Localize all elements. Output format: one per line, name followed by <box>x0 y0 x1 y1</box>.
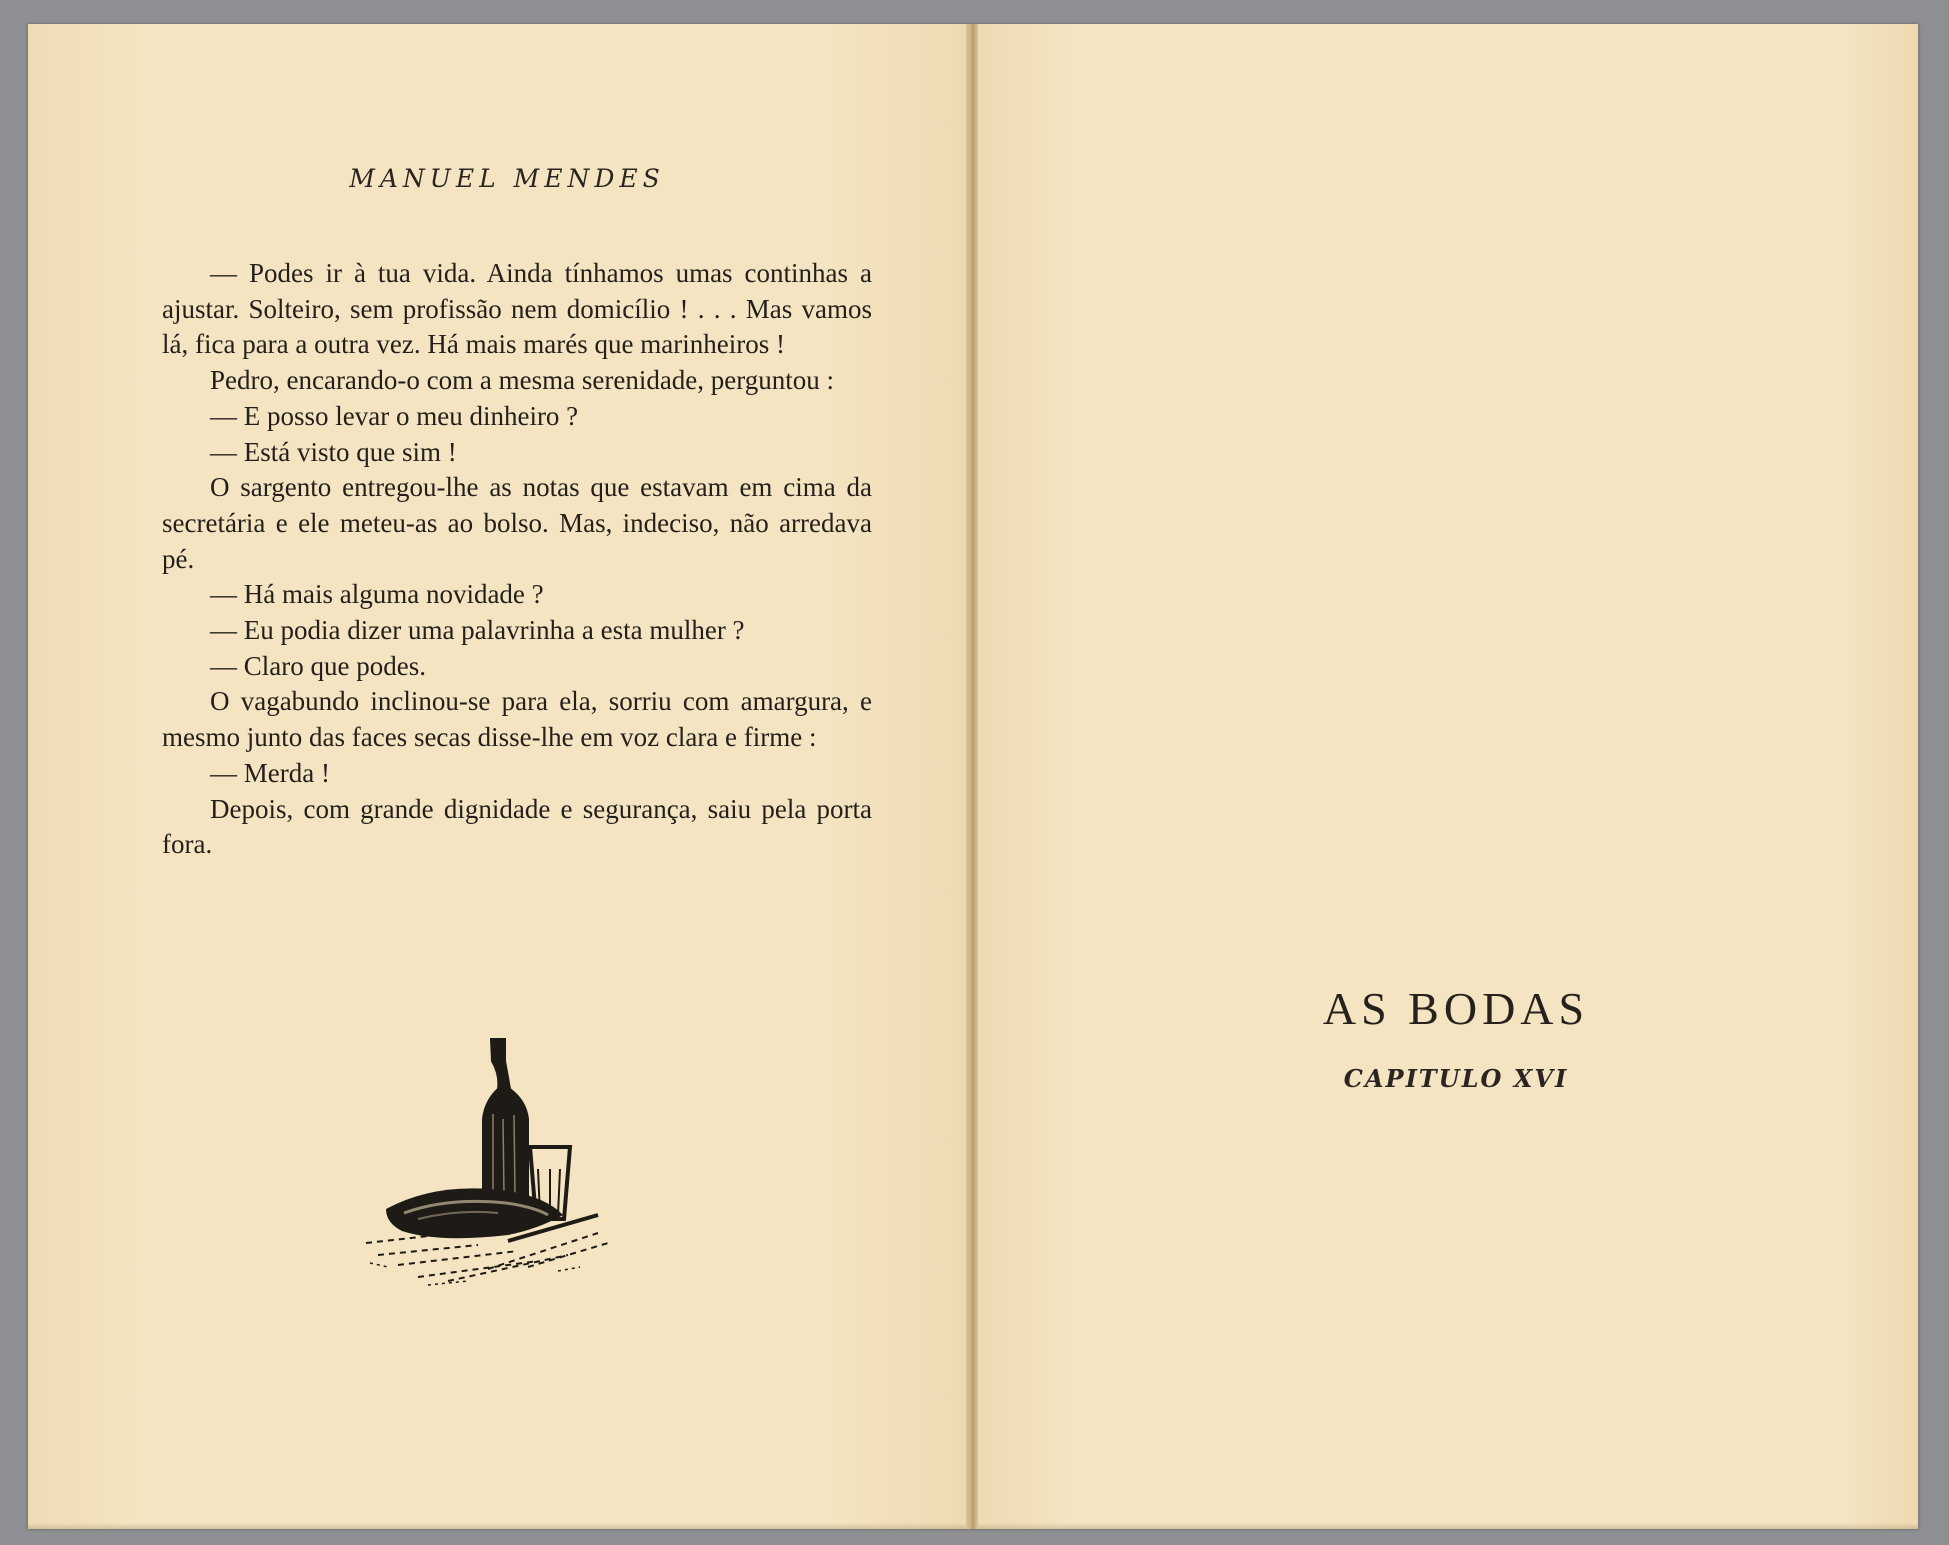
paragraph: — Eu podia dizer uma palavrinha a esta mulher ? <box>210 615 745 646</box>
page-edge <box>28 1523 966 1529</box>
paragraph: — Está visto que sim ! <box>210 436 457 467</box>
left-page <box>28 24 966 1529</box>
paragraph: — Há mais alguma novidade ? <box>210 579 544 610</box>
right-page <box>978 24 1918 1529</box>
book-spread <box>28 24 1918 1529</box>
bottle-icon <box>483 1039 528 1207</box>
paragraph: Pedro, encarando-o com a mesma serenidade, perguntou : <box>210 365 835 396</box>
paragraph: — Claro que podes. <box>210 650 426 681</box>
chapter-subtitle: CAPITULO XVI <box>1343 1064 1569 1093</box>
book-gutter <box>966 24 978 1529</box>
running-head: MANUEL MENDES <box>349 164 665 193</box>
chapter-title: AS BODAS <box>1322 983 1590 1034</box>
paragraph: O sargento entregou-lhe as notas que estavam em cima da secretária e ele meteu-as ao bolso. Mas, indeciso, não arredava pé. <box>162 472 872 574</box>
paragraph: — E posso levar o meu dinheiro ? <box>210 400 579 431</box>
paragraph: Depois, com grande dignidade e segurança, saiu pela porta fora. <box>162 793 872 860</box>
paragraph: — Merda ! <box>210 757 330 788</box>
paragraph: — Podes ir à tua vida. Ainda tínhamos umas continhas a ajustar. Solteiro, sem profissão nem domicílio ! . . . Mas vamos lá, fica para a outra vez. Há mais marés que marinheiros ! <box>162 258 872 360</box>
paragraph: O vagabundo inclinou-se para ela, sorriu com amargura, e mesmo junto das faces secas disse-lhe em voz clara e firme : <box>162 686 872 753</box>
body-text <box>162 256 872 863</box>
bottle-bowl-illustration <box>358 1019 678 1289</box>
page-edge <box>978 1523 1918 1529</box>
